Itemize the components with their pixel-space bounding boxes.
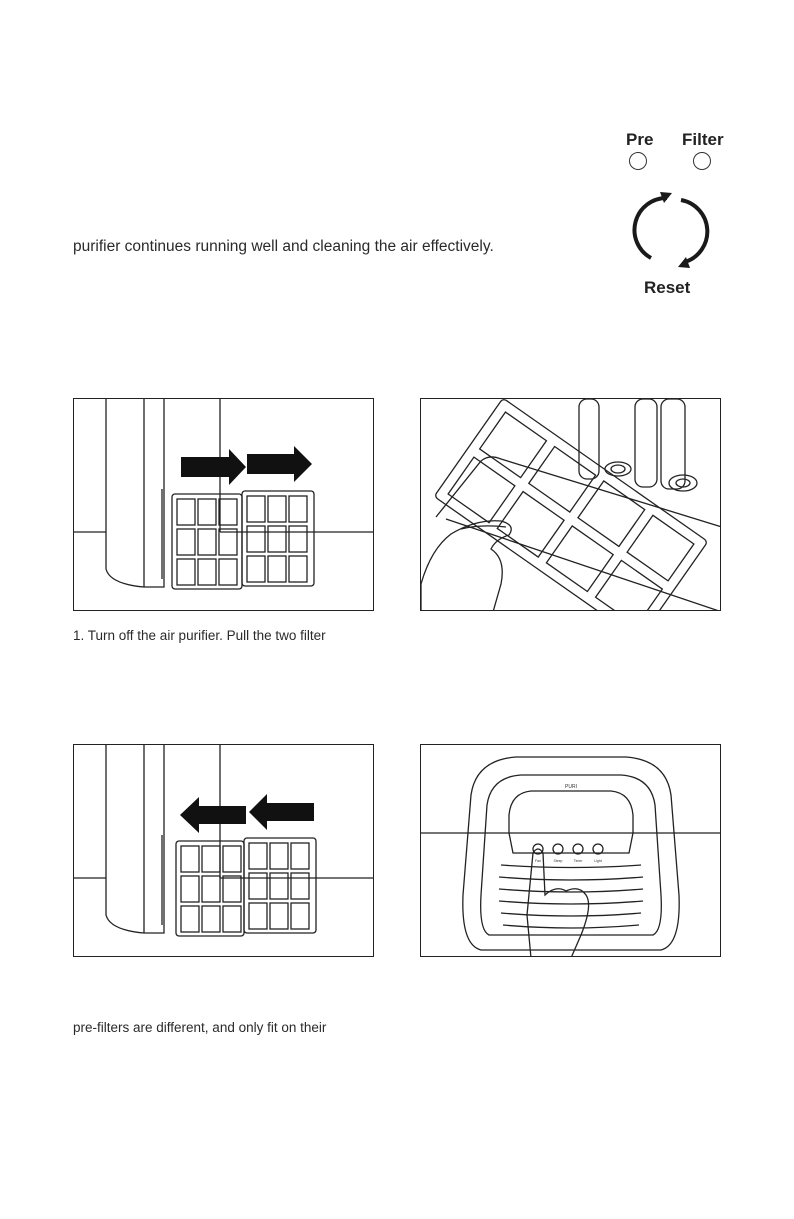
- insert-filters-illustration: [74, 745, 374, 957]
- intro-text: purifier continues running well and cleaning the air effectively.: [73, 238, 494, 255]
- remove-filters-illustration: [74, 399, 374, 611]
- filter-reset-panel: [619, 128, 724, 303]
- figure-clean-prefilter: [420, 398, 721, 611]
- control-label-sleep: Sleep: [553, 859, 563, 863]
- arrow-left-icon: [249, 794, 314, 830]
- reset-label: Reset: [644, 278, 691, 297]
- arrow-right-icon: [247, 446, 312, 482]
- step1-caption: 1. Turn off the air purifier. Pull the two filter: [73, 628, 326, 643]
- prefilter-caption: pre-filters are different, and only fit on their: [73, 1020, 327, 1035]
- figure-insert-filters: [73, 744, 374, 957]
- device-brand-text: PURI: [565, 784, 577, 790]
- filter-indicator-light: [693, 152, 711, 170]
- reset-cycle-icon: [629, 190, 719, 270]
- arrow-right-icon: [181, 449, 246, 485]
- pre-label: Pre: [626, 130, 654, 149]
- control-label-light: Light: [594, 859, 602, 863]
- arrow-left-icon: [180, 797, 246, 833]
- figure-remove-filters: [73, 398, 374, 611]
- figure-press-reset: [420, 744, 721, 957]
- press-reset-illustration: [421, 745, 721, 957]
- filter-label: Filter: [682, 130, 724, 149]
- clean-prefilter-illustration: [421, 399, 721, 611]
- pre-indicator-light: [629, 152, 647, 170]
- control-label-timer: Timer: [573, 859, 583, 863]
- control-label-fan: Fan: [534, 859, 542, 863]
